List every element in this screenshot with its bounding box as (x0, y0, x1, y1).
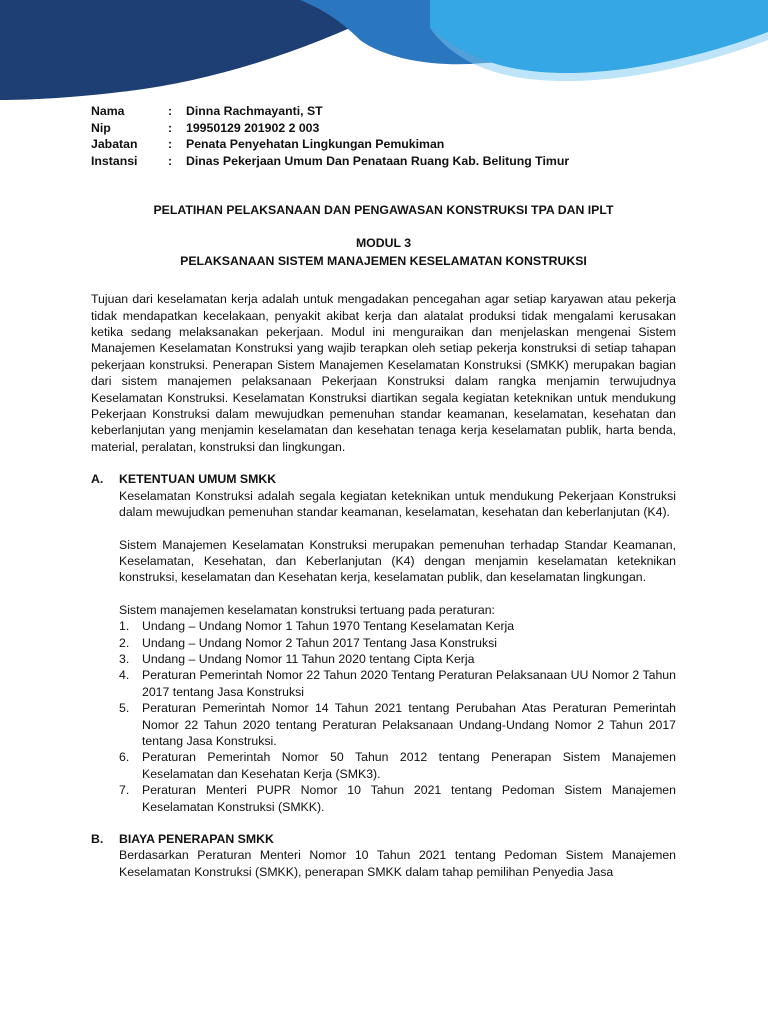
list-item (119, 618, 676, 634)
section-a-heading (91, 471, 676, 487)
training-title: PELATIHAN PELAKSANAAN DAN PENGAWASAN KONSTRUKSI TPA DAN IPLT (153, 203, 614, 217)
list-text: Undang – Undang Nomor 1 Tahun 1970 Tentang Keselamatan Kerja (142, 619, 515, 634)
section-letter: A. (91, 472, 104, 487)
section-letter: B. (91, 832, 104, 846)
identity-label-nama: Nama (91, 104, 125, 118)
identity-label-jabatan: Jabatan (91, 137, 138, 151)
list-item (119, 782, 676, 815)
list-item (119, 667, 676, 700)
list-text: Undang – Undang Nomor 11 Tahun 2020 tentang Cipta Kerja (142, 651, 475, 666)
list-number: 3. (119, 651, 130, 666)
list-text: Peraturan Pemerintah Nomor 22 Tahun 2020 Tentang Peraturan Pelaksanaan UU Nomor 2 Tahun 2017 tentang Jasa Konstruksi (142, 668, 676, 699)
identity-value-jabatan: Penata Penyehatan Lingkungan Pemukiman (186, 137, 445, 151)
section-b-body (119, 847, 676, 880)
section-title: KETENTUAN UMUM SMKK (119, 472, 277, 487)
list-text: Peraturan Pemerintah Nomor 50 Tahun 2012 tentang Penerapan Sistem Manajemen Keselamatan dan Kesehatan Kerja (SMK3). (142, 750, 676, 781)
list-number: 7. (119, 783, 130, 798)
list-item (119, 749, 676, 782)
list-item (119, 635, 676, 651)
identity-value-instansi: Dinas Pekerjaan Umum Dan Penataan Ruang Kab. Belitung Timur (186, 153, 570, 168)
paragraph: Sistem Manajemen Keselamatan Konstruksi merupakan pemenuhan terhadap Standar Keamanan, Keselamatan, Kesehatan, dan Keberlanjutan (K4) dengan menjamin keselamatan keteknikan konstruksi, keselamatan dan Kesehatan kerja, keselamatan publik, dan keselamatan lingkungan. (119, 537, 676, 585)
list-number: 2. (119, 635, 130, 650)
identity-block (91, 103, 676, 169)
section-b-heading (91, 831, 676, 847)
list-intro: Sistem manajemen keselamatan konstruksi tertuang pada peraturan: (119, 602, 495, 617)
list-text: Peraturan Menteri PUPR Nomor 10 Tahun 2021 tentang Pedoman Sistem Manajemen Keselamatan Konstruksi (SMKK). (142, 783, 676, 814)
identity-sep: : (168, 137, 173, 151)
identity-sep: : (168, 120, 173, 135)
identity-label-instansi: Instansi (91, 153, 138, 168)
identity-sep: : (168, 104, 173, 118)
identity-sep: : (168, 153, 173, 168)
list-number: 1. (119, 619, 130, 634)
module-number: MODUL 3 (355, 236, 412, 251)
module-title: PELAKSANAAN SISTEM MANAJEMEN KESELAMATAN KONSTRUKSI (180, 253, 587, 268)
paragraph: Keselamatan Konstruksi adalah segala kegiatan keteknikan untuk mendukung Pekerjaan Konstruksi dalam mewujudkan pemenuhan standar keamanan, keselamatan, kesehatan dan keberlanjutan (K4). (119, 488, 676, 520)
list-text: Undang – Undang Nomor 2 Tahun 2017 Tentang Jasa Konstruksi (142, 635, 498, 650)
section-a-body (119, 488, 676, 815)
list-item (119, 700, 676, 749)
section-title: BIAYA PENERAPAN SMKK (119, 832, 274, 846)
document-body (91, 103, 676, 880)
identity-label-nip: Nip (91, 120, 111, 135)
list-item (119, 651, 676, 667)
list-number: 4. (119, 668, 130, 683)
regulation-list (119, 618, 676, 815)
list-number: 5. (119, 701, 130, 716)
section-a (91, 471, 676, 815)
list-number: 6. (119, 750, 130, 765)
identity-value-nip: 19950129 201902 2 003 (186, 120, 320, 135)
intro-paragraph: Tujuan dari keselamatan kerja adalah untuk mengadakan pencegahan agar setiap karyawan atau pekerja tidak mendapatkan kecelakaan, penyakit akibat kerja dan alatalat produksi tidak mengalami kerusakan ketika sedang melaksanakan pekerjaan. Modul ini menguraikan dan menjelaskan mengenai Sistem Manajemen Keselamatan Konstruksi yang wajib terapkan oleh setiap pekerja konstruksi di setiap tahapan pekerjaan konstruksi. Penerapan Sistem Manajemen Keselamatan Konstruksi (SMKK) merupakan bagian dari sistem manajemen pelaksanaan Pekerjaan Konstruksi dalam rangka menjamin terwujudnya Keselamatan Konstruksi. Keselamatan Konstruksi diartikan segala kegiatan keteknikan untuk mendukung Pekerjaan Konstruksi dalam mewujudkan pemenuhan standar keamanan, keselamatan, kesehatan dan keberlanjutan yang menjamin keselamatan dan kesehatan tenaga kerja keselamatan publik, harta benda, material, peralatan, konstruksi dan lingkungan. (91, 292, 676, 454)
list-text: Peraturan Pemerintah Nomor 14 Tahun 2021 tentang Perubahan Atas Peraturan Pemerintah Nomor 22 Tahun 2020 tentang Peraturan Pelaksanaan Undang-Undang Nomor 2 Tahun 2017 tentang Jasa Konstruksi. (142, 701, 676, 748)
header-wave-banner (0, 0, 768, 105)
section-b (91, 831, 676, 880)
paragraph: Berdasarkan Peraturan Menteri Nomor 10 Tahun 2021 tentang Pedoman Sistem Manajemen Keselamatan Konstruksi (SMKK), penerapan SMKK dalam tahap pemilihan Penyedia Jasa (119, 848, 676, 879)
identity-value-nama: Dinna Rachmayanti, ST (186, 104, 323, 118)
